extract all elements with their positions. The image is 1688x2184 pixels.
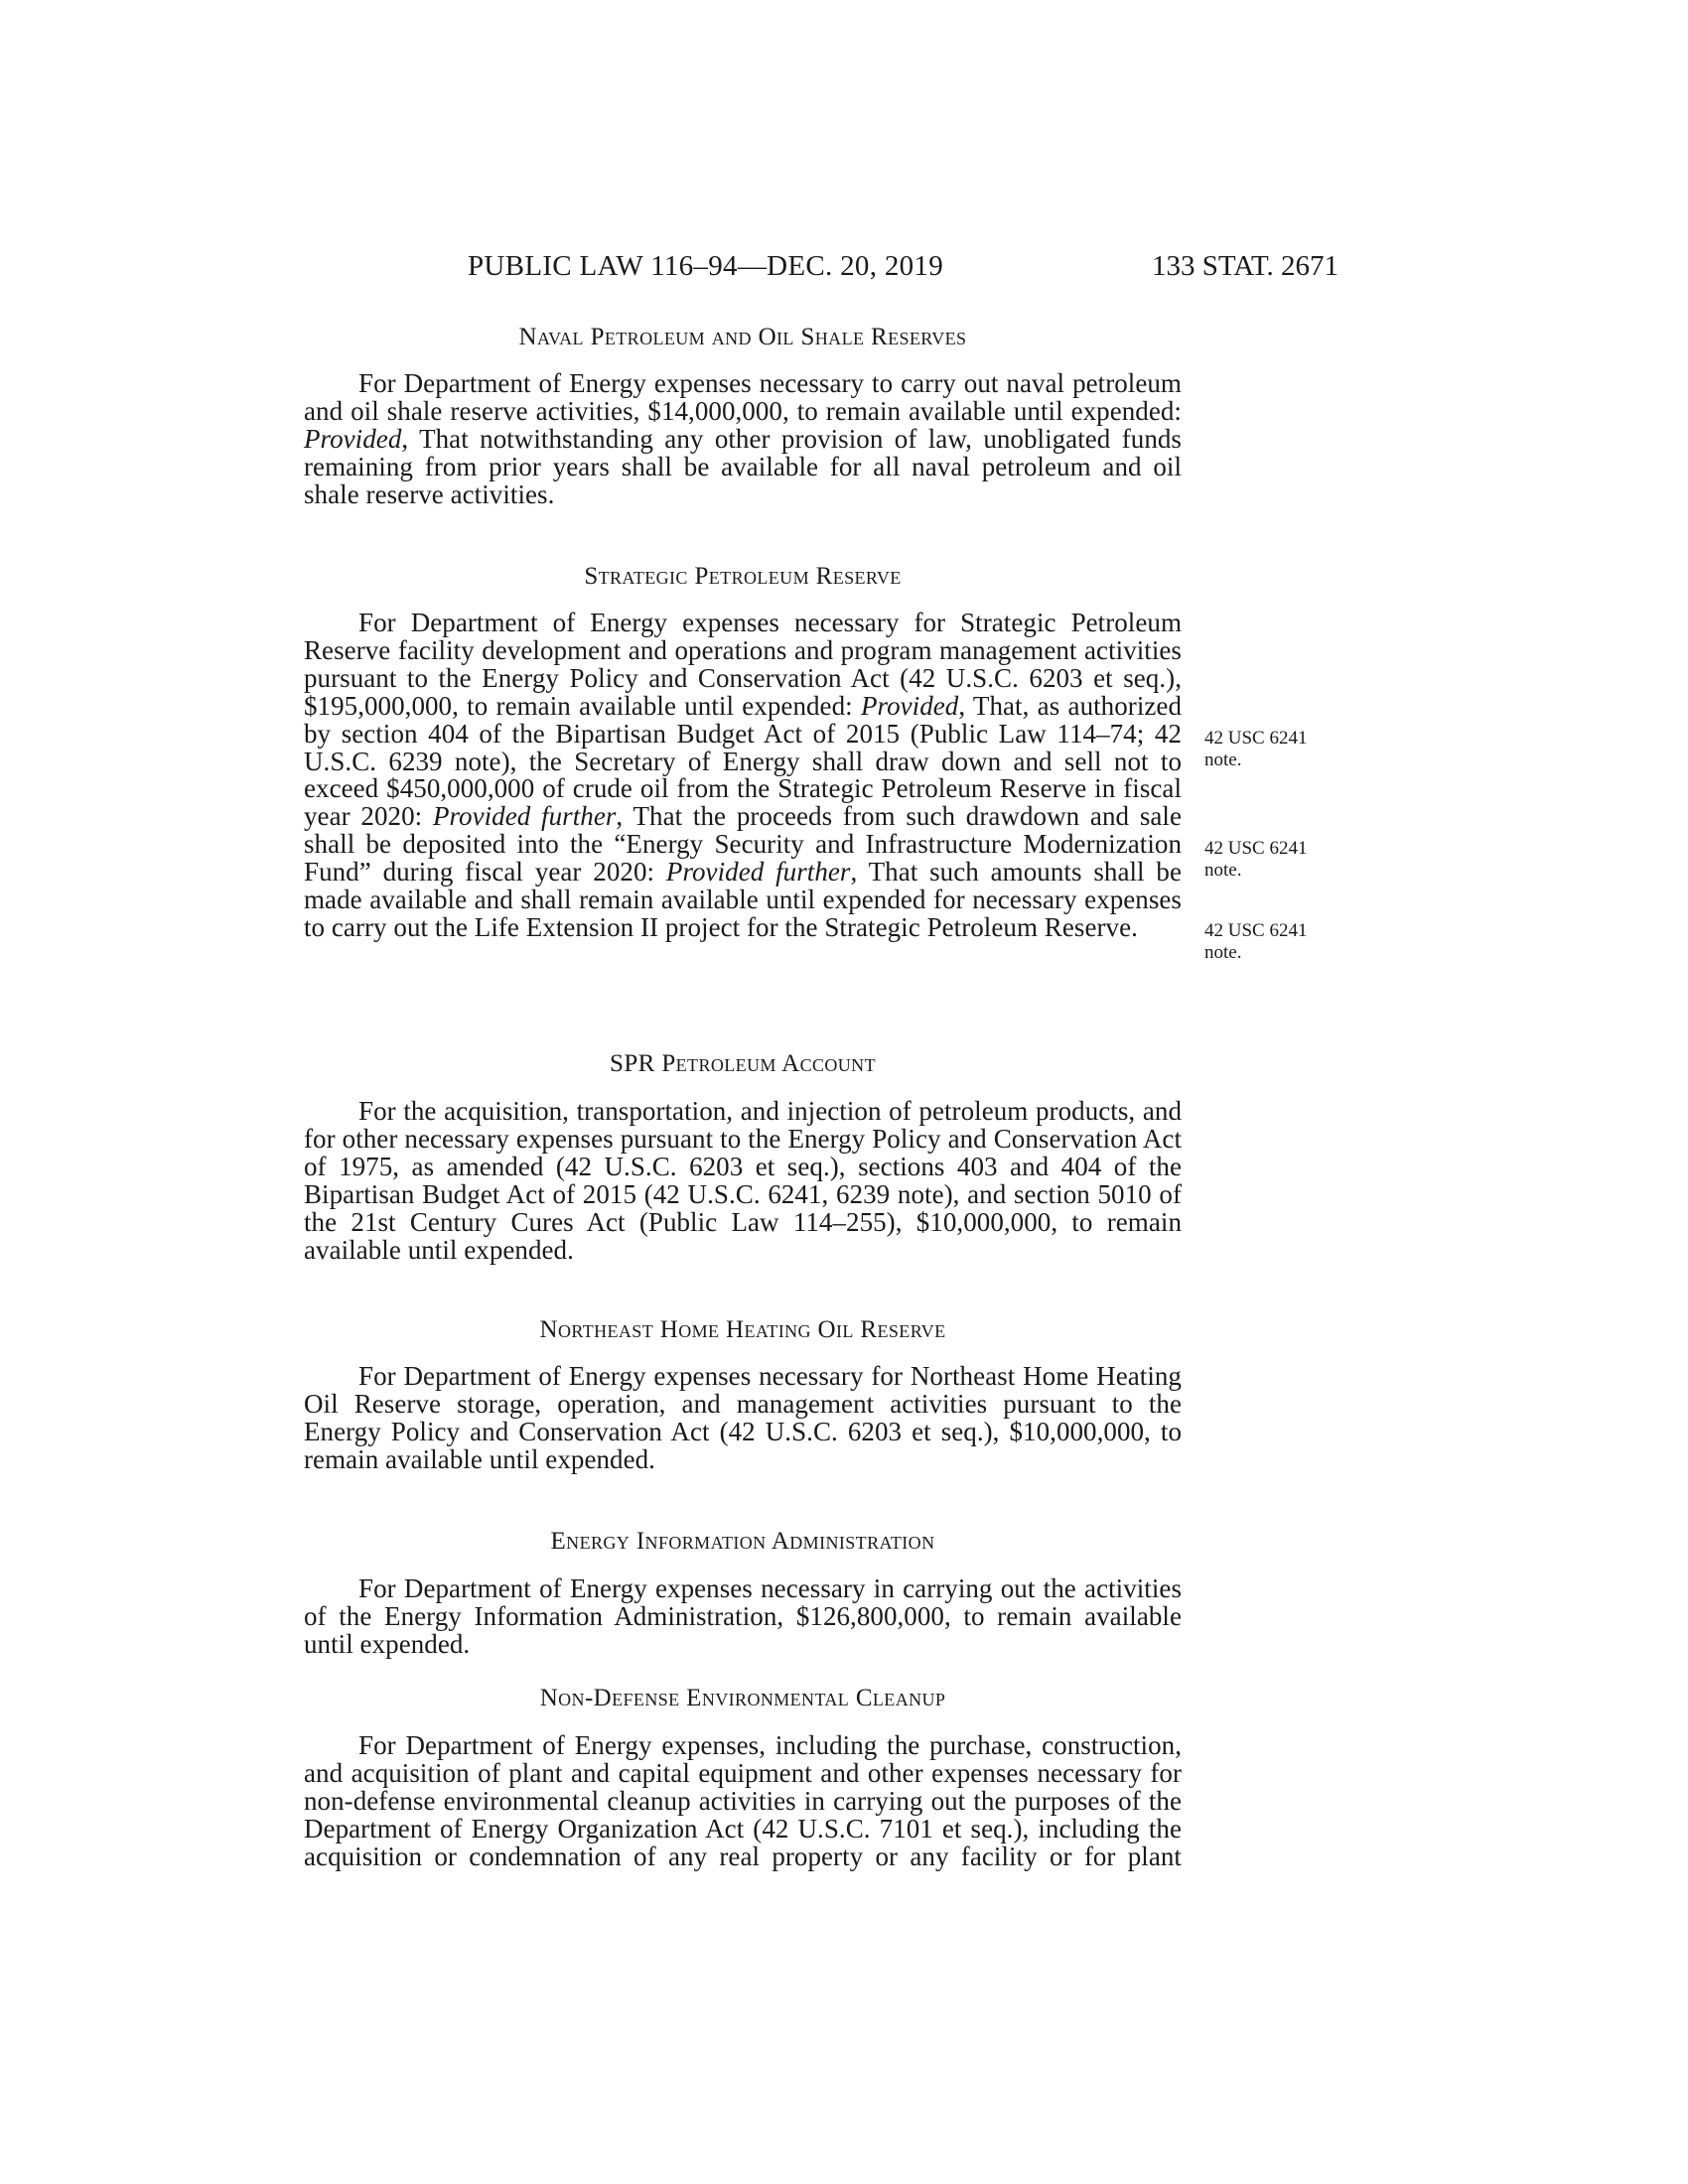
margin-note: 42 USC 6241 note. (1204, 728, 1308, 770)
section-heading-naval-petroleum: Naval Petroleum and Oil Shale Reserves (518, 324, 967, 350)
section-text-non-defense-environmental-cleanup: For Department of Energy expenses, including the purchase, construction, and acquisition of plant and capital equipment and other expenses necessary for non-defense environmental cleanup activities in carrying out the purposes of the Department of Energy Organization Act (42 U.S.C. 7101 et seq.), including the acquisition or condemnation of any real property or any facility or for plant (304, 1730, 1182, 1871)
section-heading-non-defense-environmental-cleanup: Non-Defense Environmental Cleanup (539, 1685, 946, 1711)
statute-page-number: 133 STAT. 2671 (1152, 250, 1339, 282)
section-heading-strategic-petroleum-reserve: Strategic Petroleum Reserve (584, 563, 902, 590)
public-law-title: PUBLIC LAW 116–94—DEC. 20, 2019 (468, 250, 944, 282)
section-text-energy-information-administration: For Department of Energy expenses necessary in carrying out the activities of the Energy Information Administration, $126,800,000, to remain available until expended. (304, 1573, 1182, 1659)
section-heading-northeast-home-heating-oil: Northeast Home Heating Oil Reserve (539, 1316, 946, 1343)
margin-note: 42 USC 6241 note. (1204, 838, 1308, 881)
margin-note: 42 USC 6241 note. (1204, 920, 1308, 963)
section-heading-energy-information-administration: Energy Information Administration (550, 1528, 935, 1555)
page-header (0, 250, 1688, 290)
section-text-strategic-petroleum-reserve: For Department of Energy expenses necessary for Strategic Petroleum Reserve facility development and operations and program management activities pursuant to the Energy Policy and Conservation Act (42 U.S.C. 6203 et seq.), $195,000,000, to remain available until expended: Provided, That, as authorized by section 404 of the Bipartisan Budget Act of 2015 (Public Law 114–74; 42 U.S.C. 6239 note), the Secretary of Energy shall draw down and sell not to exceed $450,000,000 of crude oil from the Strategic Petroleum Reserve in fiscal year 2020: Provided further, That the proceeds from such drawdown and sale shall be deposited into the “Energy Security and Infrastructure Modernization Fund” during fiscal year 2020: Provided further, That such amounts shall be made available and shall remain available until expended for necessary expenses to carry out the Life Extension II project for the Strategic Petroleum Reserve. (304, 608, 1183, 942)
section-text-spr-petroleum-account: For the acquisition, transportation, and injection of petroleum products, and for other necessary expenses pursuant to the Energy Policy and Conservation Act of 1975, as amended (42 U.S.C. 6203 et seq.), sections 403 and 404 of the Bipartisan Budget Act of 2015 (42 U.S.C. 6241, 6239 note), and section 5010 of the 21st Century Cures Act (Public Law 114–255), $10,000,000, to remain available until expended. (304, 1096, 1182, 1265)
section-text-northeast-home-heating-oil: For Department of Energy expenses necessary for Northeast Home Heating Oil Reserve storage, operation, and management activities pursuant to the Energy Policy and Conservation Act (42 U.S.C. 6203 et seq.), $10,000,000, to remain available until expended. (304, 1361, 1182, 1474)
section-heading-spr-petroleum-account: SPR Petroleum Account (610, 1050, 876, 1077)
section-text-naval-petroleum: For Department of Energy expenses necessary to carry out naval petroleum and oil shale reserve activities, $14,000,000, to remain available until expended: Provided, That notwithstanding any other provision of law, unobligated funds remaining from prior years shall be available for all naval petroleum and oil shale reserve activities. (304, 368, 1182, 509)
